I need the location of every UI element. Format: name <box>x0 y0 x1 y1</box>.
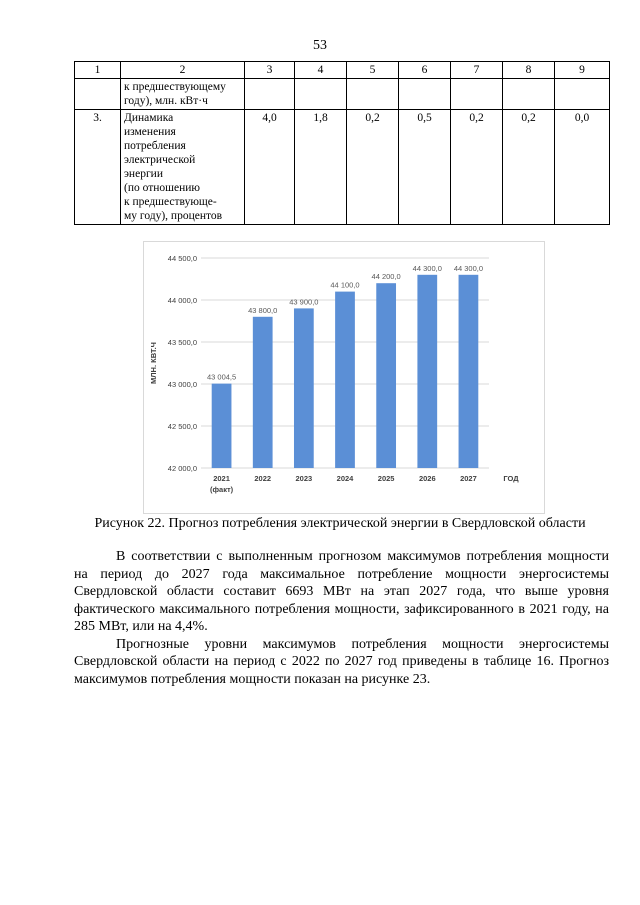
label-line: му году), процентов <box>124 210 223 222</box>
x-tick-label: 2023 <box>295 474 313 483</box>
data-label: 44 200,0 <box>371 272 401 282</box>
value-cell: 0,5 <box>399 110 451 225</box>
data-label: 44 300,0 <box>412 263 442 273</box>
chart-svg <box>144 242 544 513</box>
y-tick-label: 42 000,0 <box>167 464 197 473</box>
bar <box>253 317 273 468</box>
header-cell: 5 <box>347 62 399 79</box>
y-axis-label: МЛН. КВТ.Ч <box>149 342 158 384</box>
y-tick-label: 44 000,0 <box>167 296 197 305</box>
y-tick-label: 43 500,0 <box>167 338 197 347</box>
label-line: изменения <box>124 126 176 138</box>
label-line: энергии <box>124 168 163 180</box>
header-cell: 7 <box>451 62 503 79</box>
bar <box>376 283 396 468</box>
x-tick-label: 2022 <box>254 474 272 483</box>
x-tick-label: 2026 <box>418 474 436 483</box>
x-tick-label: 2024 <box>336 474 354 483</box>
data-label: 43 900,0 <box>289 297 319 307</box>
value-cell: 1,8 <box>295 110 347 225</box>
header-cell: 6 <box>399 62 451 79</box>
table-row <box>75 79 610 110</box>
x-tick-label: 2021 <box>213 474 230 483</box>
forecast-table <box>74 61 610 225</box>
y-tick-label: 44 500,0 <box>167 254 197 263</box>
label-line: потребления <box>124 140 186 152</box>
table-header-row <box>75 62 610 79</box>
label-line: (по отношению <box>124 182 200 194</box>
x-axis-label: ГОД <box>503 474 519 483</box>
paragraph: В соответствии с выполненным прогнозом максимумов потребления мощности на период до 2027 года максимальное потребление мощности энергосистемы Свердловской области составит 6693 МВт на этап 2027 года, что выше уровня фактического максимального потребления мощности, зафиксированного в 2021 году, на 285 МВт, или на 4,4%. <box>74 549 609 634</box>
value-cell: 0,2 <box>503 110 555 225</box>
y-tick-label: 42 500,0 <box>167 422 197 431</box>
row-index: 3. <box>75 110 121 225</box>
label-line: Динамика <box>124 112 174 124</box>
header-cell: 2 <box>121 62 245 79</box>
page-number: 53 <box>313 38 327 53</box>
paragraph: Прогнозные уровни максимумов потребления мощности энергосистемы Свердловской области на период с 2022 по 2027 год приведены в таблице 16. Прогноз максимумов потребления мощности показан на рисунке 23. <box>74 636 609 687</box>
figure-caption: Рисунок 22. Прогноз потребления электрической энергии в Свердловской области <box>94 516 586 531</box>
value-cell: 0,0 <box>555 110 610 225</box>
bar <box>459 275 479 468</box>
data-label: 43 004,5 <box>206 372 237 382</box>
data-label: 44 300,0 <box>453 263 484 273</box>
data-label: 43 800,0 <box>248 305 278 315</box>
header-cell: 4 <box>295 62 347 79</box>
body-text <box>74 548 609 688</box>
y-tick-label: 43 000,0 <box>167 380 197 389</box>
table-row <box>75 110 610 225</box>
bar <box>335 292 355 468</box>
x-tick-label: (факт) <box>209 485 234 494</box>
label-line: электрической <box>124 154 196 166</box>
x-tick-label: 2025 <box>377 474 395 483</box>
label-line: к предшествующе- <box>124 196 217 208</box>
bar <box>212 384 232 468</box>
value-cell: 0,2 <box>347 110 399 225</box>
header-cell: 9 <box>555 62 610 79</box>
value-cell: 0,2 <box>451 110 503 225</box>
header-cell: 8 <box>503 62 555 79</box>
row-label <box>121 110 245 225</box>
x-tick-label: 2027 <box>460 474 477 483</box>
bar <box>417 275 437 468</box>
consumption-chart <box>143 241 545 514</box>
header-cell: 3 <box>245 62 295 79</box>
bar <box>294 308 314 468</box>
row-label: к предшествующему году), млн. кВт·ч <box>121 79 245 110</box>
value-cell: 4,0 <box>245 110 295 225</box>
header-cell: 1 <box>75 62 121 79</box>
data-label: 44 100,0 <box>330 280 360 290</box>
